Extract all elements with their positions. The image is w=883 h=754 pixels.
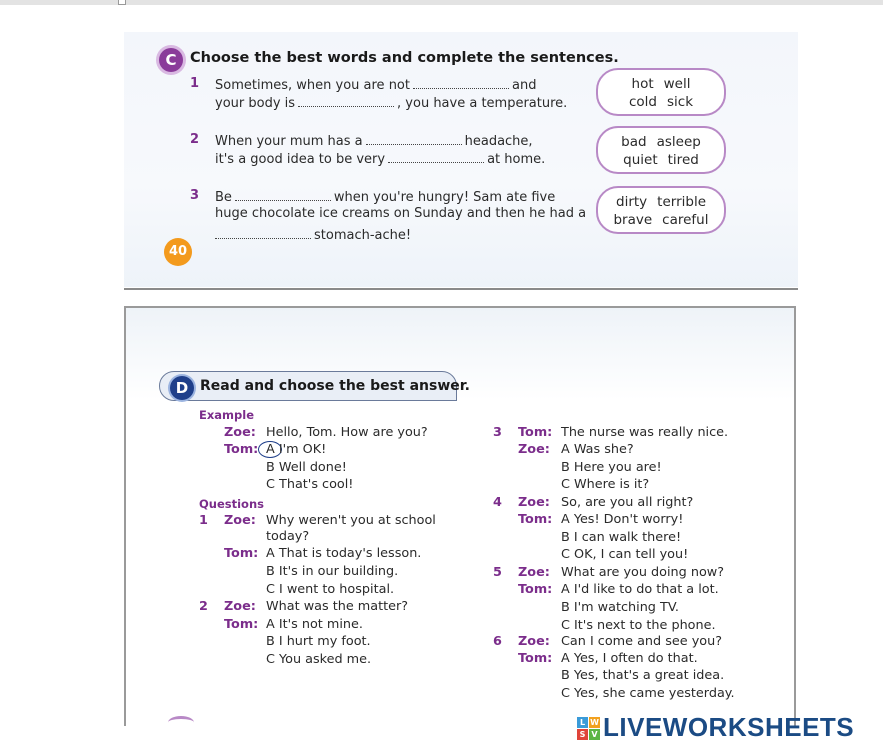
word-box-1 bbox=[596, 68, 726, 116]
word-dirty: dirty bbox=[616, 194, 648, 210]
section-d-title: Read and choose the best answer. bbox=[200, 378, 470, 394]
section-c-badge: C bbox=[159, 48, 183, 72]
question-2-option-a[interactable]: A It's not mine. bbox=[266, 617, 363, 632]
question-6-line-1: Can I come and see you? bbox=[561, 634, 722, 649]
word-careful: careful bbox=[662, 212, 709, 228]
item-2-text-b: headache, bbox=[464, 134, 533, 149]
item-3-line1 bbox=[215, 188, 555, 205]
item-3-text-a: Be bbox=[215, 190, 232, 205]
example-tom-speaker: Tom: bbox=[224, 442, 259, 457]
question-5-line-1: What are you doing now? bbox=[561, 565, 725, 580]
question-1-number: 1 bbox=[199, 513, 208, 528]
question-2-speaker-1: Zoe: bbox=[224, 599, 256, 614]
blank-3b[interactable] bbox=[215, 226, 311, 239]
option-text: That's cool! bbox=[279, 477, 354, 492]
question-3-speaker-1: Tom: bbox=[518, 425, 553, 440]
question-4-speaker-1: Zoe: bbox=[518, 495, 550, 510]
question-5-option-c[interactable]: C It's next to the phone. bbox=[561, 618, 716, 633]
word-box-3 bbox=[596, 186, 726, 234]
logo-mark-cell: L bbox=[577, 717, 588, 728]
word-tired: tired bbox=[667, 152, 699, 168]
scroll-marker bbox=[118, 0, 126, 5]
question-6-speaker-2: Tom: bbox=[518, 651, 553, 666]
word-quiet: quiet bbox=[623, 152, 658, 168]
item-2-text-c: it's a good idea to be very bbox=[215, 152, 386, 167]
section-c-title: Choose the best words and complete the sentences. bbox=[190, 50, 619, 66]
word-hot: hot bbox=[631, 76, 654, 92]
question-4-speaker-2: Tom: bbox=[518, 512, 553, 527]
item-2-text-a: When your mum has a bbox=[215, 134, 363, 149]
word-cold: cold bbox=[628, 94, 657, 110]
example-label: Example bbox=[199, 408, 254, 422]
question-1-speaker-2: Tom: bbox=[224, 546, 259, 561]
example-option-c bbox=[266, 477, 353, 492]
question-6-number: 6 bbox=[493, 634, 502, 649]
top-scroll-bar bbox=[0, 0, 883, 5]
option-text: Well done! bbox=[278, 460, 347, 475]
item-3-number: 3 bbox=[190, 188, 200, 203]
item-2-line1 bbox=[215, 132, 533, 149]
question-5-number: 5 bbox=[493, 565, 502, 580]
example-option-b bbox=[266, 460, 347, 475]
question-5-option-a[interactable]: A I'd like to do that a lot. bbox=[561, 582, 719, 597]
item-2-number: 2 bbox=[190, 132, 200, 147]
question-1-speaker-1: Zoe: bbox=[224, 513, 256, 528]
word-well: well bbox=[663, 76, 691, 92]
question-2-option-b[interactable]: B I hurt my foot. bbox=[266, 634, 371, 649]
blank-3a[interactable] bbox=[235, 188, 331, 201]
question-3-number: 3 bbox=[493, 425, 502, 440]
question-4-line-1: So, are you all right? bbox=[561, 495, 694, 510]
question-6-option-c[interactable]: C Yes, she came yesterday. bbox=[561, 686, 735, 701]
item-3-line2: huge chocolate ice creams on Sunday and then he had a bbox=[215, 206, 587, 221]
question-3-line-1: The nurse was really nice. bbox=[561, 425, 729, 440]
question-4-number: 4 bbox=[493, 495, 502, 510]
question-4-option-c[interactable]: C OK, I can tell you! bbox=[561, 547, 689, 562]
question-6-option-a[interactable]: A Yes, I often do that. bbox=[561, 651, 698, 666]
logo-mark-cell: W bbox=[590, 718, 599, 727]
question-1-option-c[interactable]: C I went to hospital. bbox=[266, 582, 395, 597]
item-1-text-d: , you have a temperature. bbox=[397, 96, 568, 111]
item-1-text-b: and bbox=[511, 78, 537, 93]
example-option-a bbox=[266, 442, 326, 457]
question-5-option-b[interactable]: B I'm watching TV. bbox=[561, 600, 679, 615]
page-number-badge: 40 bbox=[164, 238, 192, 266]
option-letter: C bbox=[266, 477, 275, 492]
item-1-number: 1 bbox=[190, 76, 200, 91]
option-letter: A bbox=[266, 442, 275, 457]
questions-label: Questions bbox=[199, 497, 264, 511]
logo-text: LIVEWORKSHEETS bbox=[603, 712, 855, 742]
section-d-badge: D bbox=[170, 376, 194, 400]
logo-mark-cell: V bbox=[589, 729, 600, 740]
question-1-line-2: today? bbox=[266, 529, 310, 544]
item-3-text-b: when you're hungry! Sam ate five bbox=[333, 190, 556, 205]
item-1-text-c: your body is bbox=[215, 96, 296, 111]
example-zoe-text: Hello, Tom. How are you? bbox=[266, 425, 428, 440]
blank-1b[interactable] bbox=[298, 94, 394, 107]
blank-2a[interactable] bbox=[366, 132, 462, 145]
question-5-speaker-2: Tom: bbox=[518, 582, 553, 597]
next-section-badge-partial bbox=[168, 716, 194, 729]
question-3-option-a[interactable]: A Was she? bbox=[561, 442, 634, 457]
question-6-speaker-1: Zoe: bbox=[518, 634, 550, 649]
word-box-2 bbox=[596, 126, 726, 174]
question-1-option-a[interactable]: A That is today's lesson. bbox=[266, 546, 422, 561]
option-letter: B bbox=[266, 460, 275, 475]
item-2-text-d: at home. bbox=[487, 152, 546, 167]
question-2-option-c[interactable]: C You asked me. bbox=[266, 652, 372, 667]
blank-2b[interactable] bbox=[388, 150, 484, 163]
question-3-speaker-2: Zoe: bbox=[518, 442, 550, 457]
item-1-text-a: Sometimes, when you are not bbox=[215, 78, 410, 93]
blank-1a[interactable] bbox=[413, 76, 509, 89]
item-1-line2 bbox=[215, 94, 567, 111]
question-4-option-b[interactable]: B I can walk there! bbox=[561, 530, 682, 545]
word-terrible: terrible bbox=[657, 194, 706, 210]
example-zoe-speaker: Zoe: bbox=[224, 425, 256, 440]
section-divider bbox=[124, 288, 798, 290]
question-5-speaker-1: Zoe: bbox=[518, 565, 550, 580]
question-2-number: 2 bbox=[199, 599, 208, 614]
word-bad: bad bbox=[621, 134, 647, 150]
question-4-option-a[interactable]: A Yes! Don't worry! bbox=[561, 512, 684, 527]
logo-mark-icon bbox=[577, 717, 601, 741]
question-2-speaker-2: Tom: bbox=[224, 617, 259, 632]
question-1-option-b[interactable]: B It's in our building. bbox=[266, 564, 399, 579]
word-asleep: asleep bbox=[656, 134, 701, 150]
item-3-text-c: stomach-ache! bbox=[314, 228, 412, 243]
question-3-option-b[interactable]: B Here you are! bbox=[561, 460, 662, 475]
option-text: I'm OK! bbox=[278, 442, 327, 457]
question-3-option-c[interactable]: C Where is it? bbox=[561, 477, 650, 492]
question-6-option-b[interactable]: B Yes, that's a great idea. bbox=[561, 668, 725, 683]
question-2-line-1: What was the matter? bbox=[266, 599, 409, 614]
item-3-line3 bbox=[215, 226, 411, 243]
item-2-line2 bbox=[215, 150, 545, 167]
item-1-line1 bbox=[215, 76, 536, 93]
logo-mark-cell: S bbox=[577, 729, 588, 740]
word-sick: sick bbox=[666, 94, 694, 110]
word-brave: brave bbox=[613, 212, 653, 228]
question-1-line-1: Why weren't you at school bbox=[266, 513, 436, 528]
